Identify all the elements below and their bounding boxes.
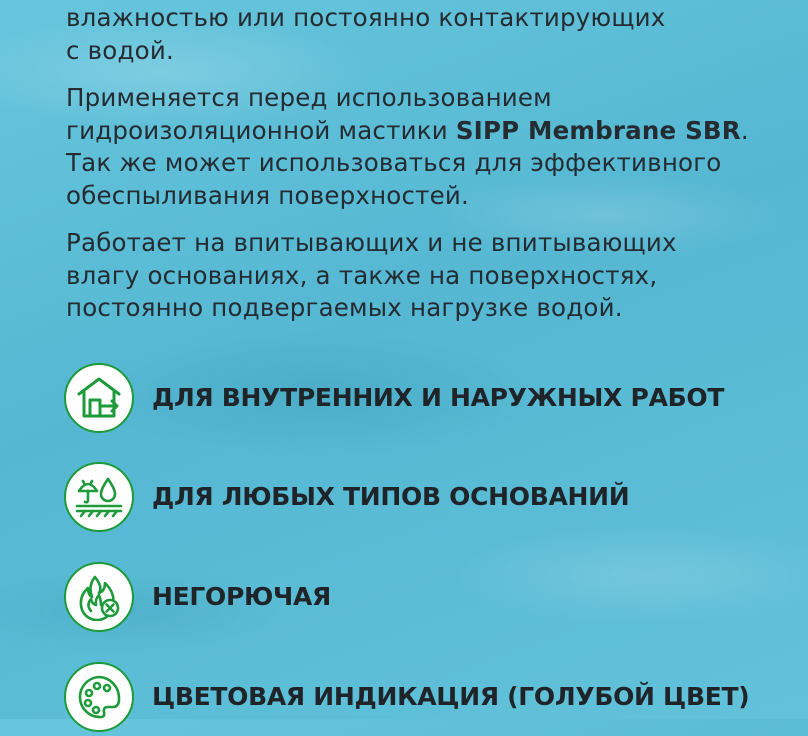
p2-line-2-text: гидроизоляционной мастики	[66, 115, 456, 145]
feature-non-flammable	[64, 562, 804, 636]
feature-any-base	[64, 462, 804, 536]
p3-line-1: Работает на впитывающих и не впитывающих	[66, 228, 677, 257]
feature-badge	[64, 462, 134, 532]
feature-badge	[64, 363, 134, 433]
p3-line-2: влагу основаниях, а также на поверхностях,	[66, 260, 658, 290]
p2-line-2-end: .	[740, 115, 749, 145]
p2-line-3: Так же может использоваться для эффективного	[66, 148, 722, 177]
p2-line-4: обеспыливания поверхностей.	[66, 180, 470, 210]
umbrella-drop-surface-icon	[75, 473, 123, 521]
feature-label: ЦВЕТОВАЯ ИНДИКАЦИЯ (ГОЛУБОЙ ЦВЕТ)	[152, 682, 750, 711]
description-paragraph-1	[66, 2, 665, 67]
feature-label: ДЛЯ ВНУТРЕННИХ И НАРУЖНЫХ РАБОТ	[152, 383, 725, 412]
p1-line-1: влажностью или постоянно контактирующих	[66, 3, 666, 32]
house-arrow-icon	[75, 374, 123, 422]
flame-crossed-icon	[75, 573, 123, 621]
feature-label: НЕГОРЮЧАЯ	[152, 582, 331, 611]
p3-line-3: постоянно подвергаемых нагрузке водой.	[66, 293, 623, 322]
p2-line-2	[66, 115, 749, 148]
description-paragraph-2	[66, 82, 749, 212]
p1-line-2: с водой.	[66, 35, 174, 65]
feature-color-indication	[64, 662, 804, 736]
brand-name: SIPP Membrane SBR	[455, 115, 741, 145]
feature-badge	[64, 562, 134, 632]
p2-line-1: Применяется перед использованием	[66, 83, 552, 112]
feature-interior-exterior	[64, 363, 804, 437]
description-paragraph-3	[66, 227, 677, 325]
palette-icon	[75, 673, 123, 721]
feature-badge	[64, 662, 134, 732]
feature-label: ДЛЯ ЛЮБЫХ ТИПОВ ОСНОВАНИЙ	[152, 482, 630, 511]
